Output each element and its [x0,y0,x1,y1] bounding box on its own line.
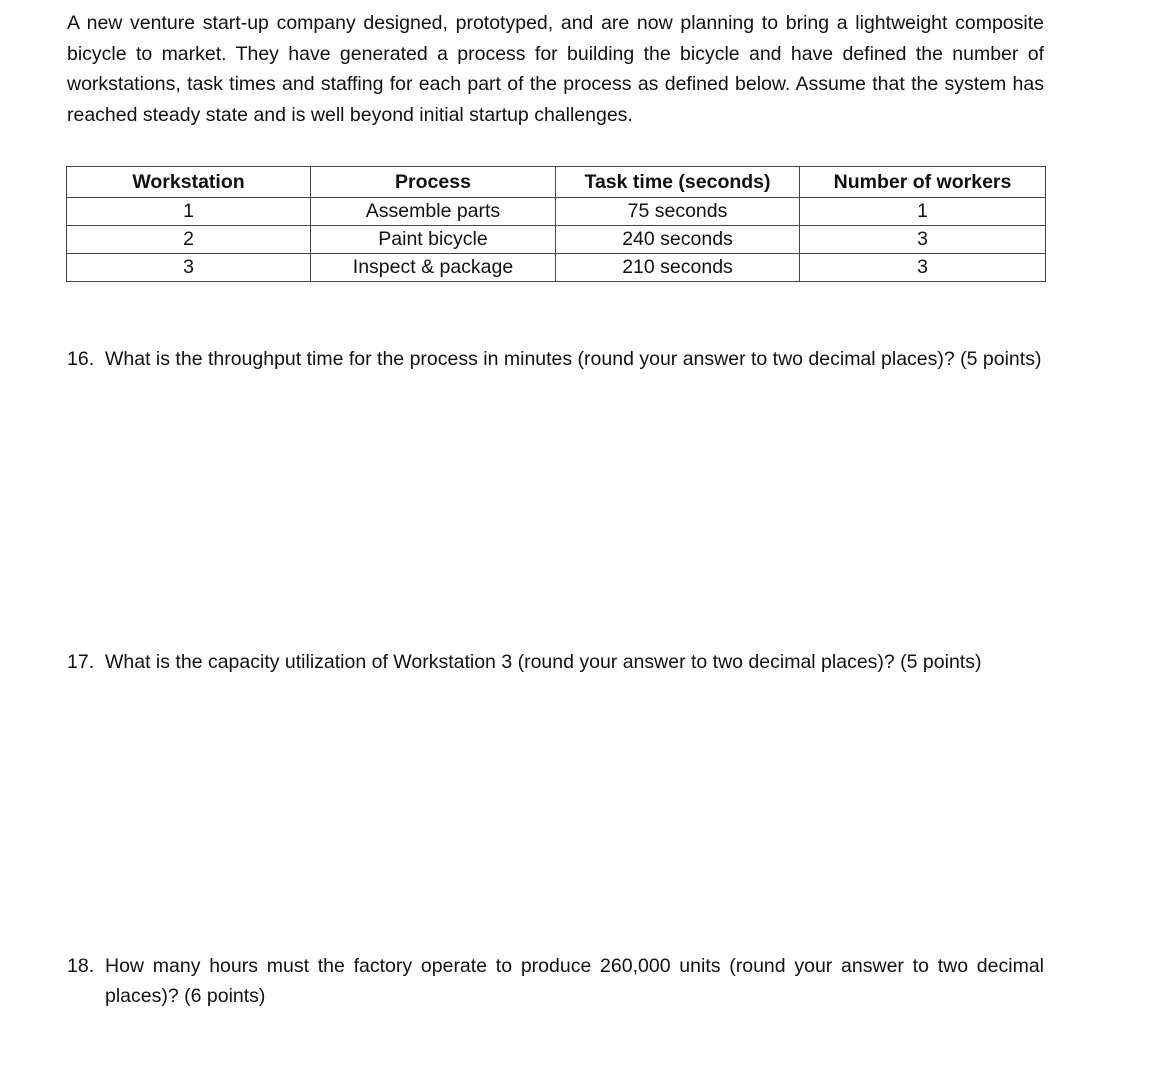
header-workstation: Workstation [67,167,311,198]
cell-workstation: 2 [67,226,311,254]
cell-process: Assemble parts [311,198,556,226]
question-number: 16. [67,348,95,370]
question-18 [67,951,1044,1011]
table-row [67,254,1046,282]
header-process: Process [311,167,556,198]
cell-process: Inspect & package [311,254,556,282]
cell-workers: 3 [800,226,1046,254]
cell-task-time: 210 seconds [556,254,800,282]
cell-task-time: 75 seconds [556,198,800,226]
question-number: 18. [67,955,95,977]
cell-task-time: 240 seconds [556,226,800,254]
intro-paragraph: A new venture start-up company designed, prototyped, and are now planning to bring a lightweight composite bicycle to market. They have generated a process for building the bicycle and have defined the number of workstations, task times and staffing for each part of the process as defined below. Assume that the system has reached steady state and is well beyond initial startup challenges. [67,12,1044,126]
question-17 [67,647,1044,677]
cell-workers: 3 [800,254,1046,282]
question-16 [67,344,1044,374]
cell-workers: 1 [800,198,1046,226]
cell-process: Paint bicycle [311,226,556,254]
question-number: 17. [67,651,95,673]
cell-workstation: 3 [67,254,311,282]
header-task-time: Task time (seconds) [556,167,800,198]
table-header-row [67,167,1046,198]
process-table [66,166,1046,282]
question-text: What is the capacity utilization of Workstation 3 (round your answer to two decimal places)? (5 points) [105,651,982,673]
cell-workstation: 1 [67,198,311,226]
table-row [67,226,1046,254]
header-number-of-workers: Number of workers [800,167,1046,198]
table-row [67,198,1046,226]
question-text: How many hours must the factory operate to produce 260,000 units (round your answer to two decimal places)? (6 points) [105,955,1044,1007]
question-text: What is the throughput time for the process in minutes (round your answer to two decimal places)? (5 points) [105,348,1042,370]
